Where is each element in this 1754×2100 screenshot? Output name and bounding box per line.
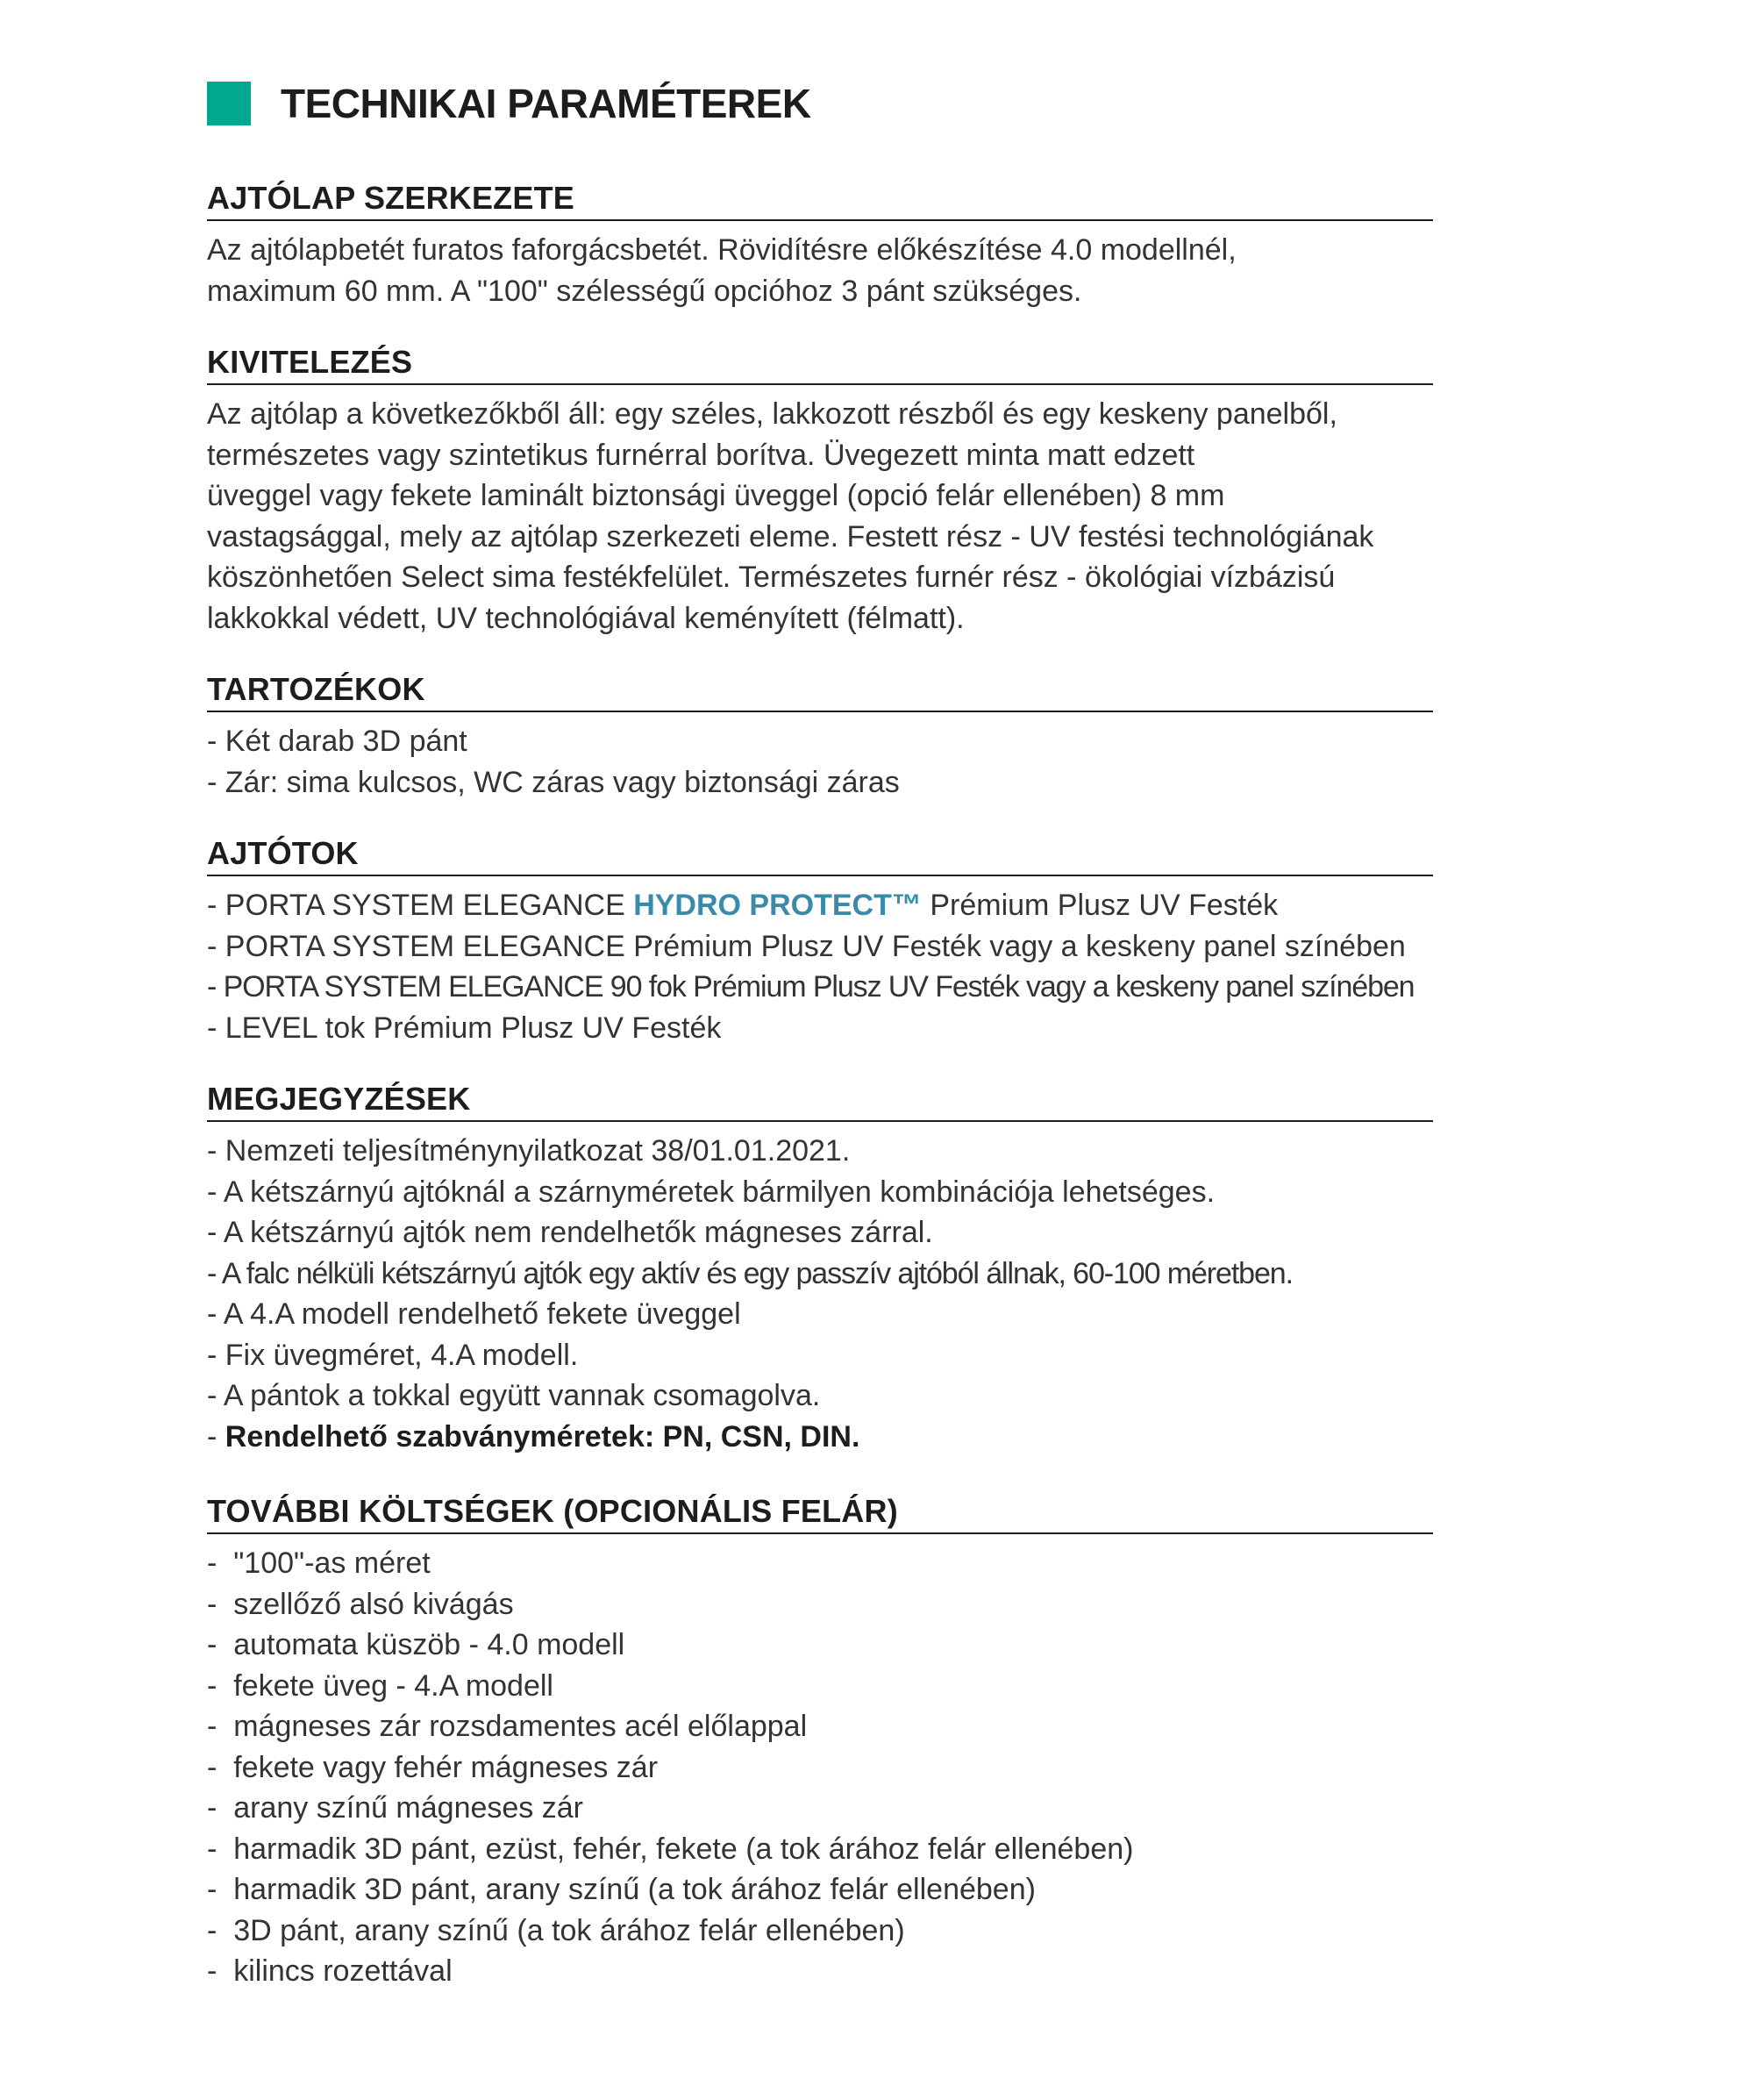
section-heading: AJTÓTOK — [207, 834, 1433, 876]
extra-costs-list — [207, 1543, 1433, 1992]
accessories-list — [207, 721, 1433, 803]
paragraph-line: maximum 60 mm. A "100" szélességű opcióhoz 3 pánt szükséges. — [207, 274, 1082, 308]
section-door-frames — [207, 834, 1433, 1048]
section-heading: KIVITELEZÉS — [207, 343, 1433, 385]
list-item: - automata küszöb - 4.0 modell — [207, 1628, 625, 1661]
page-title: TECHNIKAI PARAMÉTEREK — [281, 81, 811, 126]
list-item: - A pántok a tokkal együtt vannak csomagolva. — [207, 1379, 821, 1412]
list-item-suffix: Prémium Plusz UV Festék — [921, 889, 1279, 922]
list-item: - PORTA SYSTEM ELEGANCE 90 fok Prémium Plusz UV Festék vagy a keskeny panel színében — [207, 970, 1415, 1004]
section-accessories — [207, 670, 1433, 803]
list-item-prefix: - — [207, 1419, 225, 1454]
list-item: - A 4.A modell rendelhető fekete üveggel — [207, 1297, 741, 1331]
hydro-protect-brand: HYDRO PROTECT™ — [633, 889, 922, 922]
section-heading: MEGJEGYZÉSEK — [207, 1080, 1433, 1122]
section-heading: AJTÓLAP SZERKEZETE — [207, 179, 1433, 221]
paragraph-line: Az ajtólap a következőkből áll: egy széles, lakkozott részből és egy keskeny panelből, — [207, 397, 1337, 431]
list-item: - arany színű mágneses zár — [207, 1791, 583, 1825]
list-item: - A kétszárnyú ajtóknál a szárnyméretek bármilyen kombinációja lehetséges. — [207, 1175, 1216, 1209]
frames-list — [207, 885, 1433, 1048]
list-item: - LEVEL tok Prémium Plusz UV Festék — [207, 1011, 722, 1045]
list-item: - harmadik 3D pánt, arany színű (a tok árához felár ellenében) — [207, 1873, 1036, 1906]
notes-list — [207, 1131, 1433, 1457]
list-item: - Két darab 3D pánt — [207, 725, 467, 758]
list-item: - "100"-as méret — [207, 1546, 431, 1580]
paragraph-line: vastagsággal, mely az ajtólap szerkezeti eleme. Festett rész - UV festési technológiának — [207, 519, 1374, 554]
technical-parameters-page — [207, 81, 1433, 2024]
list-item: - PORTA SYSTEM ELEGANCE Prémium Plusz UV Festék vagy a keskeny panel színében — [207, 929, 1406, 963]
list-item: - Nemzeti teljesítménynyilatkozat 38/01.01.2021. — [207, 1134, 851, 1168]
page-header — [207, 81, 1433, 126]
list-item: - A falc nélküli kétszárnyú ajtók egy aktív és egy passzív ajtóból állnak, 60-100 méretben. — [207, 1256, 1293, 1290]
list-item — [207, 1417, 1433, 1458]
section-notes — [207, 1080, 1433, 1457]
section-heading: TOVÁBBI KÖLTSÉGEK (OPCIONÁLIS FELÁR) — [207, 1492, 1433, 1534]
section-extra-costs — [207, 1492, 1433, 1992]
list-item: - fekete üveg - 4.A modell — [207, 1668, 553, 1703]
accent-square-icon — [207, 82, 251, 125]
paragraph-line: üveggel vagy fekete laminált biztonsági üveggel (opció felár ellenében) 8 mm — [207, 479, 1225, 512]
section-heading: TARTOZÉKOK — [207, 670, 1433, 712]
paragraph-line: Az ajtólapbetét furatos faforgácsbetét. Rövidítésre előkészítése 4.0 modellnél, — [207, 233, 1237, 267]
standard-sizes-note: Rendelhető szabványméretek: PN, CSN, DIN. — [225, 1419, 860, 1454]
list-item — [207, 885, 1433, 926]
list-item-prefix: - PORTA SYSTEM ELEGANCE — [207, 889, 634, 922]
list-item: - szellőző alsó kivágás — [207, 1587, 514, 1621]
paragraph-line: természetes vagy szintetikus furnérral borítva. Üvegezett minta matt edzett — [207, 438, 1195, 472]
list-item: - fekete vagy fehér mágneses zár — [207, 1750, 659, 1784]
list-item: - Zár: sima kulcsos, WC záras vagy biztonsági záras — [207, 765, 900, 799]
paragraph-line: köszönhetően Select sima festékfelület. Természetes furnér rész - ökológiai vízbázisú — [207, 561, 1336, 594]
section-execution — [207, 343, 1433, 639]
list-item: - kilincs rozettával — [207, 1954, 453, 1988]
list-item: - A kétszárnyú ajtók nem rendelhetők mágneses zárral. — [207, 1216, 933, 1249]
paragraph-line: lakkokkal védett, UV technológiával keményített (félmatt). — [207, 601, 965, 635]
list-item: - harmadik 3D pánt, ezüst, fehér, fekete (a tok árához felár ellenében) — [207, 1832, 1134, 1866]
list-item: - mágneses zár rozsdamentes acél előlappal — [207, 1710, 808, 1743]
section-door-leaf-construction — [207, 179, 1433, 311]
list-item: - 3D pánt, arany színű (a tok árához felár ellenében) — [207, 1913, 905, 1947]
list-item: - Fix üvegméret, 4.A modell. — [207, 1338, 579, 1372]
